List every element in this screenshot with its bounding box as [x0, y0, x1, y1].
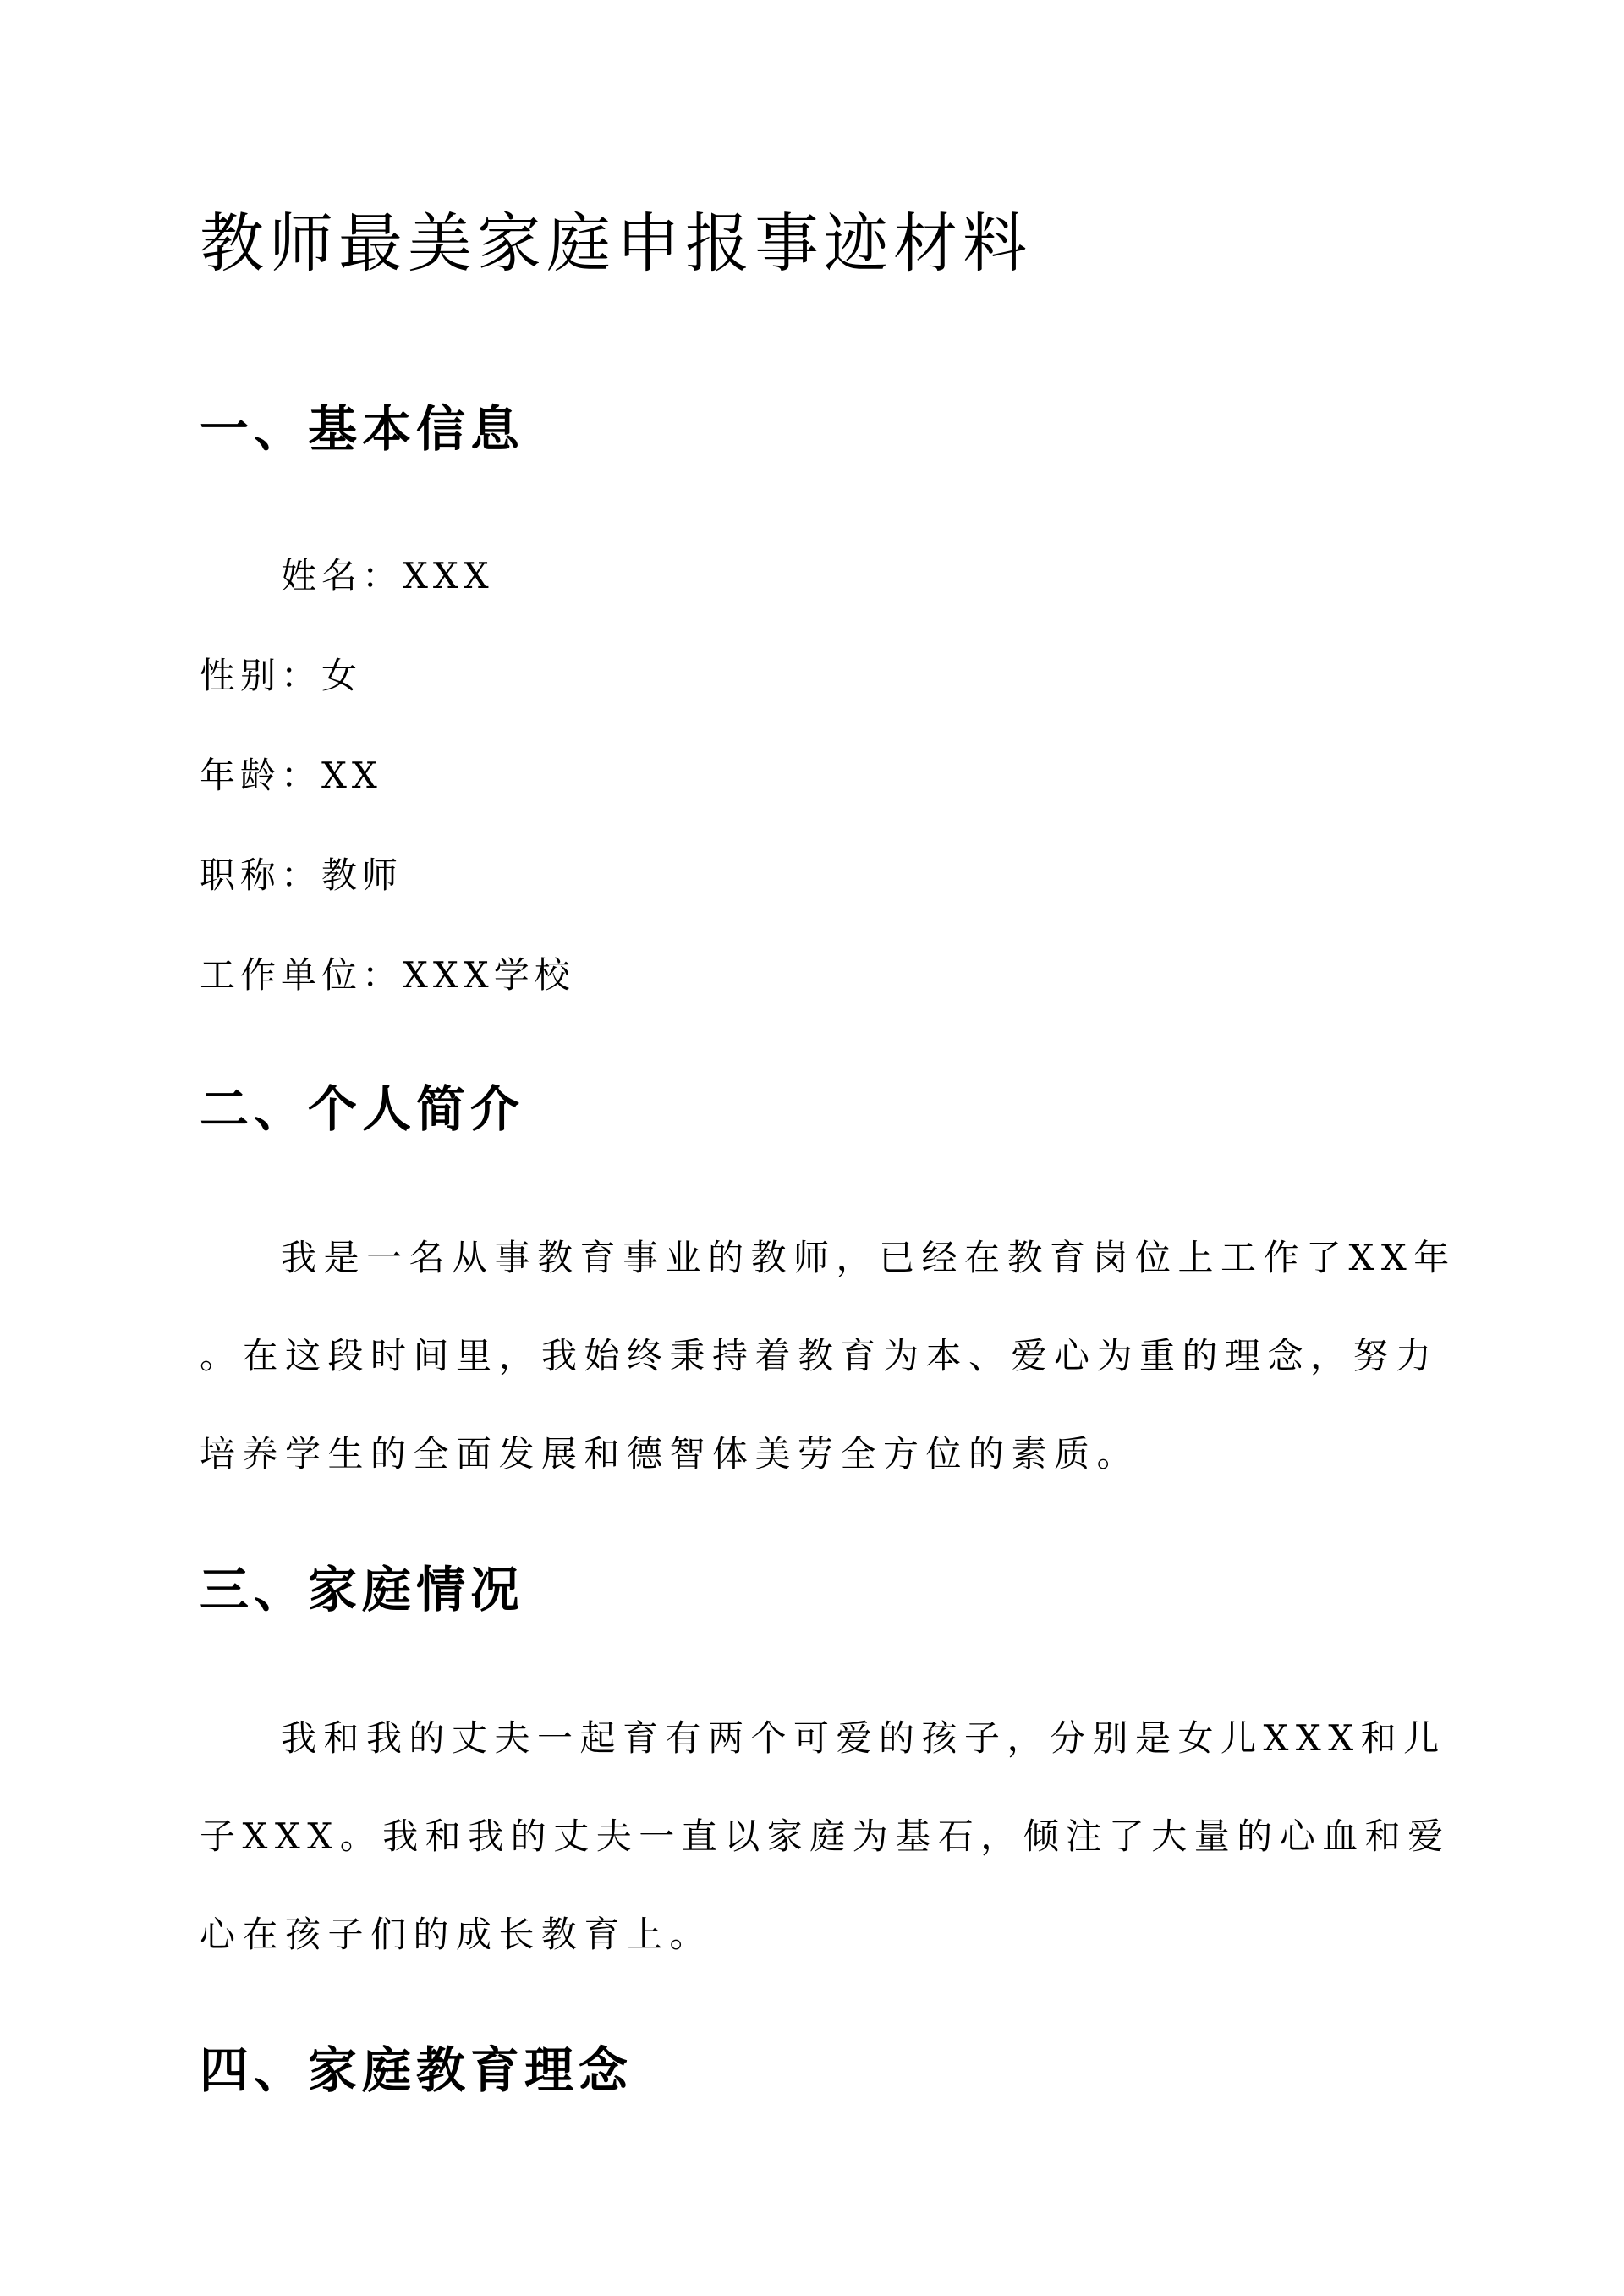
info-age: 年龄：XX	[200, 755, 382, 796]
info-workplace: 工作单位：XXX学校	[200, 954, 575, 996]
profile-paragraph-line: 。在这段时间里，我始终秉持着教育为本、爱心为重的理念，努力	[200, 1335, 1439, 1376]
family-paragraph-line: 心在孩子们的成长教育上。	[200, 1914, 713, 1955]
section-heading-basic-info: 一、基本信息	[200, 400, 525, 458]
info-title: 职称：教师	[200, 854, 403, 896]
info-name: 姓名：XXX	[281, 555, 494, 596]
section-heading-family: 三、家庭情况	[200, 1561, 525, 1618]
profile-paragraph-line: 培养学生的全面发展和德智体美劳全方位的素质。	[200, 1433, 1140, 1475]
profile-paragraph-line: 我是一名从事教育事业的教师，已经在教育岗位上工作了XX年	[281, 1237, 1457, 1278]
section-heading-philosophy: 四、家庭教育理念	[200, 2041, 634, 2099]
document-title: 教师最美家庭申报事迹材料	[200, 206, 1032, 281]
info-gender: 性别：女	[200, 655, 363, 696]
family-paragraph-line: 我和我的丈夫一起育有两个可爱的孩子，分别是女儿XXX和儿	[281, 1717, 1446, 1759]
family-paragraph-line: 子XXX。我和我的丈夫一直以家庭为基石，倾注了大量的心血和爱	[200, 1815, 1451, 1857]
section-heading-profile: 二、个人简介	[200, 1080, 525, 1138]
